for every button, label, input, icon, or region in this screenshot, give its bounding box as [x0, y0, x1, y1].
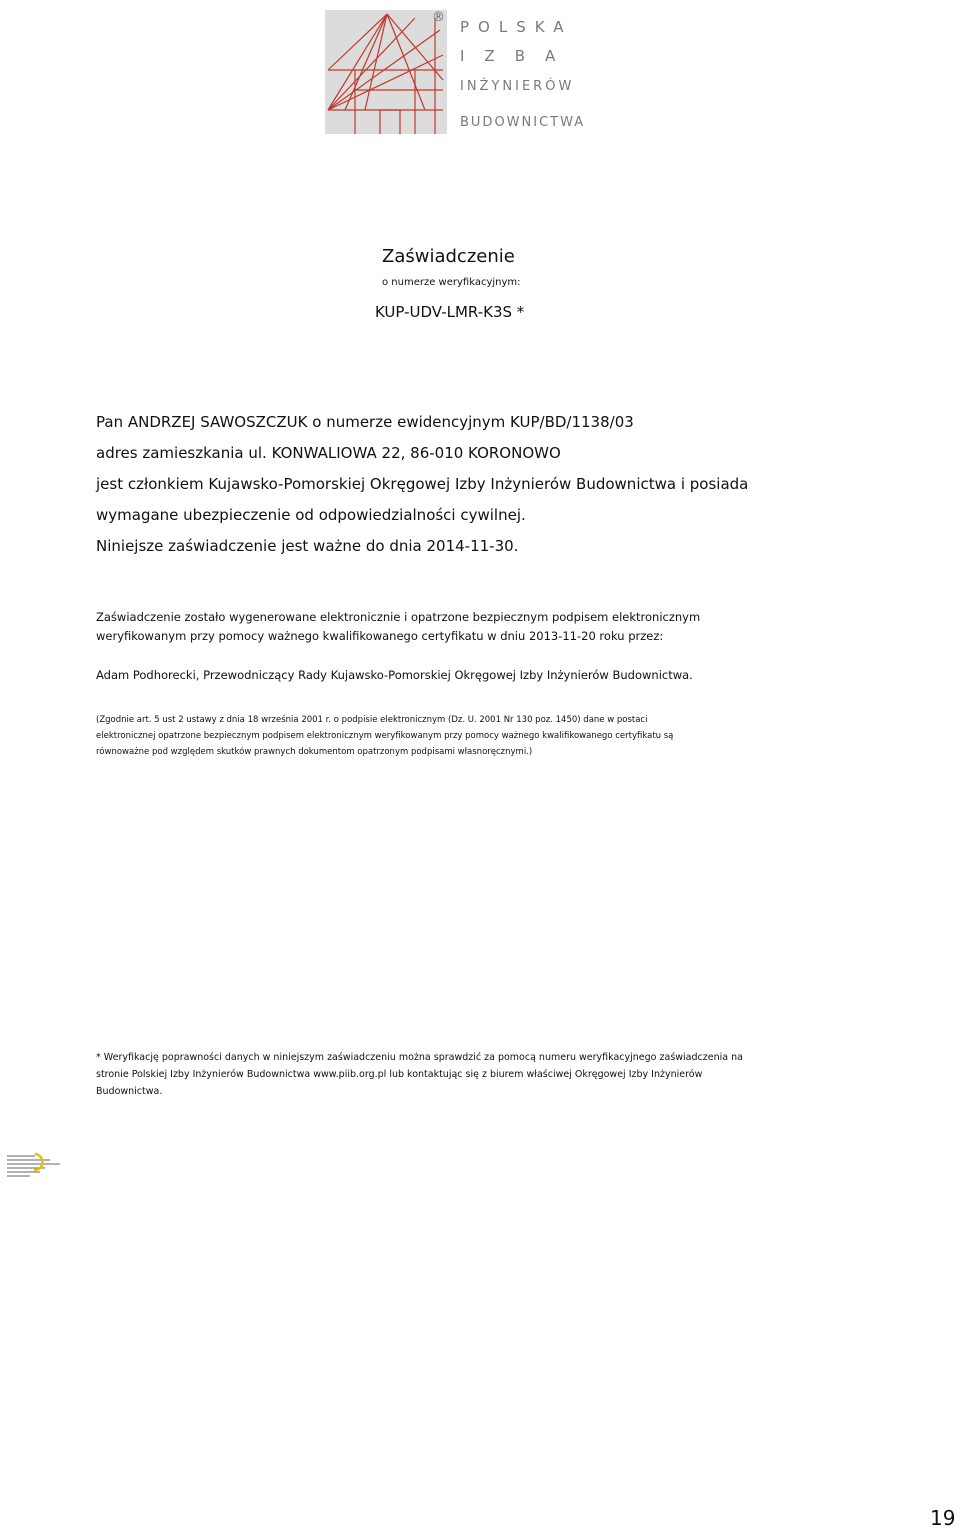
signer-line: Adam Podhorecki, Przewodniczący Rady Kujawsko-Pomorskiej Okręgowej Izby Inżynierów Budownictwa. [96, 668, 693, 682]
piib-logo-graphic [325, 10, 447, 134]
logo-text-budownictwa: BUDOWNICTWA [460, 115, 586, 130]
registered-mark: ® [432, 10, 445, 25]
verification-number: KUP-UDV-LMR-K3S * [375, 303, 525, 321]
body-line: Pan ANDRZEJ SAWOSZCZUK o numerze ewidencyjnym KUP/BD/1138/03 [96, 413, 634, 431]
footnote-line: stronie Polskiej Izby Inżynierów Budownictwa www.piib.org.pl lub kontaktując się z biurem właściwej Okręgowej Izby Inżynierów [96, 1069, 703, 1080]
body-line: adres zamieszkania ul. KONWALIOWA 22, 86-010 KORONOWO [96, 444, 561, 462]
logo-text-izba: IZBA [460, 47, 576, 65]
piib-logo [325, 10, 585, 134]
validity-line: Niniejsze zaświadczenie jest ważne do dnia 2014-11-30. [96, 537, 519, 555]
signature-stamp [5, 1150, 65, 1186]
page-number: 19 [930, 1506, 956, 1530]
generation-notice-line: weryfikowanym przy pomocy ważnego kwalifikowanego certyfikatu w dniu 2013-11-20 roku przez: [96, 629, 664, 643]
document-subtitle: o numerze weryfikacyjnym: [382, 277, 521, 288]
logo-text-inzynierow: INŻYNIERÓW [460, 79, 575, 94]
logo-text-polska: POLSKA [460, 18, 573, 36]
generation-notice-line: Zaświadczenie zostało wygenerowane elektronicznie i opatrzone bezpiecznym podpisem elektronicznym [96, 610, 701, 624]
body-line: jest członkiem Kujawsko-Pomorskiej Okręgowej Izby Inżynierów Budownictwa i posiada [96, 475, 749, 493]
body-line: wymagane ubezpieczenie od odpowiedzialności cywilnej. [96, 506, 526, 524]
footnote-line: * Weryfikację poprawności danych w niniejszym zaświadczeniu można sprawdzić za pomocą numeru weryfikacyjnego zaświadczenia na [96, 1052, 743, 1063]
legal-note-line: (Zgodnie art. 5 ust 2 ustawy z dnia 18 września 2001 r. o podpisie elektronicznym (Dz. U. 2001 Nr 130 poz. 1450) dane w postaci [96, 715, 648, 725]
legal-note-line: równoważne pod względem skutków prawnych dokumentom opatrzonym podpisami własnoręcznymi.) [96, 747, 533, 757]
document-title: Zaświadczenie [382, 246, 515, 267]
footnote-line: Budownictwa. [96, 1086, 163, 1097]
legal-note-line: elektronicznej opatrzone bezpiecznym podpisem elektronicznym weryfikowanym przy pomocy ważnego kwalifikowanego certyfikatu są [96, 731, 674, 741]
